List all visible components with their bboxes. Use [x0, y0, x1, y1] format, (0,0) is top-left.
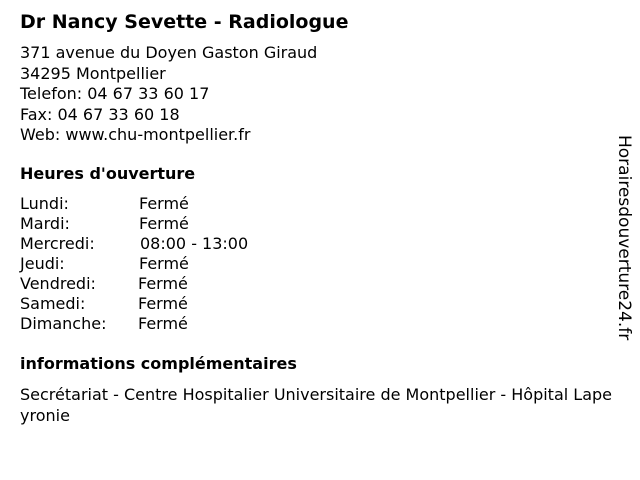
additional-info-heading: informations complémentaires — [20, 354, 297, 373]
day-label: Samedi: — [20, 294, 86, 313]
day-hours: Fermé — [139, 214, 189, 233]
day-hours: Fermé — [139, 254, 189, 273]
site-watermark: Horairesdouverture24.fr — [614, 135, 634, 341]
day-label: Lundi: — [20, 194, 69, 213]
day-hours: Fermé — [138, 294, 188, 313]
address-street: 371 avenue du Doyen Gaston Giraud — [20, 43, 318, 62]
day-hours: Fermé — [138, 274, 188, 293]
phone-number[interactable]: Telefon: 04 67 33 60 17 — [20, 84, 210, 103]
day-label: Jeudi: — [20, 254, 65, 273]
additional-info-text: Secrétariat - Centre Hospitalier Universitaire de Montpellier - Hôpital Lapeyronie — [20, 385, 613, 425]
day-hours: Fermé — [139, 194, 189, 213]
contact-block — [20, 43, 317, 146]
day-label: Dimanche: — [20, 314, 107, 333]
address-city: 34295 Montpellier — [20, 63, 166, 83]
day-label: Mercredi: — [20, 234, 95, 253]
day-hours: Fermé — [138, 314, 188, 333]
page-title: Dr Nancy Sevette - Radiologue — [20, 11, 349, 33]
fax-number: Fax: 04 67 33 60 18 — [20, 104, 180, 124]
day-label: Vendredi: — [20, 274, 96, 293]
opening-hours-heading: Heures d'ouverture — [20, 164, 196, 183]
day-hours: 08:00 - 13:00 — [140, 234, 249, 253]
day-label: Mardi: — [20, 214, 70, 233]
website-link[interactable]: Web: www.chu-montpellier.fr — [20, 125, 251, 144]
